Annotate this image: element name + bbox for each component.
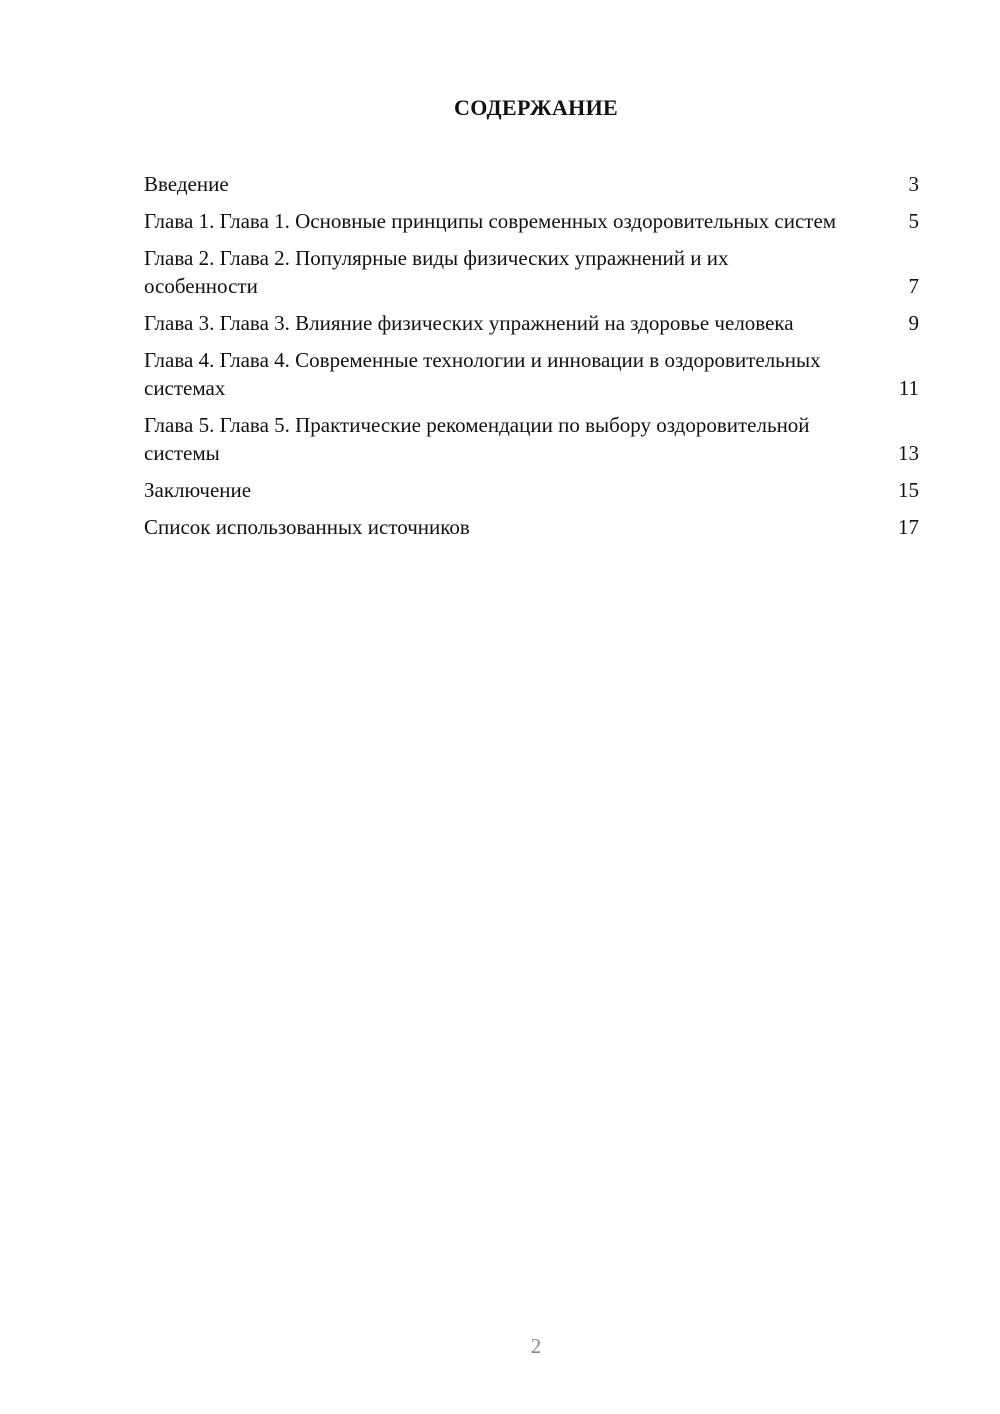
toc-entry-page: 11 [898, 376, 919, 400]
toc-entry-chapter-5[interactable] [144, 411, 919, 467]
toc-entry-title: Глава 2. Глава 2. Популярные виды физических упражнений и их особенности [144, 246, 729, 298]
toc-entry-page: 7 [908, 274, 919, 298]
toc-entry-introduction[interactable] [144, 170, 919, 198]
toc-entry-title: Заключение [144, 478, 252, 502]
toc-entry-chapter-2[interactable] [144, 244, 919, 300]
page-number: 2 [530, 1334, 542, 1358]
toc-entry-page: 17 [898, 515, 919, 539]
toc-entry-chapter-3[interactable] [144, 309, 919, 337]
toc-entry-page: 5 [908, 209, 919, 233]
toc-entry-title: Глава 1. Глава 1. Основные принципы современных оздоровительных систем [144, 209, 837, 233]
toc-entry-title: Глава 3. Глава 3. Влияние физических упражнений на здоровье человека [144, 311, 794, 335]
toc-entry-references[interactable] [144, 513, 919, 541]
toc-entry-page: 9 [908, 311, 919, 335]
toc-entry-page: 15 [898, 478, 919, 502]
toc-entry-title: Введение [144, 172, 229, 196]
toc-entry-conclusion[interactable] [144, 476, 919, 504]
toc-entry-title: Список использованных источников [144, 515, 470, 539]
toc-entry-title: Глава 4. Глава 4. Современные технологии и инновации в оздоровительных системах [144, 348, 821, 400]
toc-entry-title: Глава 5. Глава 5. Практические рекомендации по выбору оздоровительной системы [144, 413, 810, 465]
page-title: СОДЕРЖАНИЕ [454, 95, 618, 120]
toc-entry-chapter-4[interactable] [144, 346, 919, 402]
toc-entry-page: 3 [908, 172, 919, 196]
table-of-contents [144, 170, 919, 550]
toc-entry-chapter-1[interactable] [144, 207, 919, 235]
toc-entry-page: 13 [898, 441, 919, 465]
